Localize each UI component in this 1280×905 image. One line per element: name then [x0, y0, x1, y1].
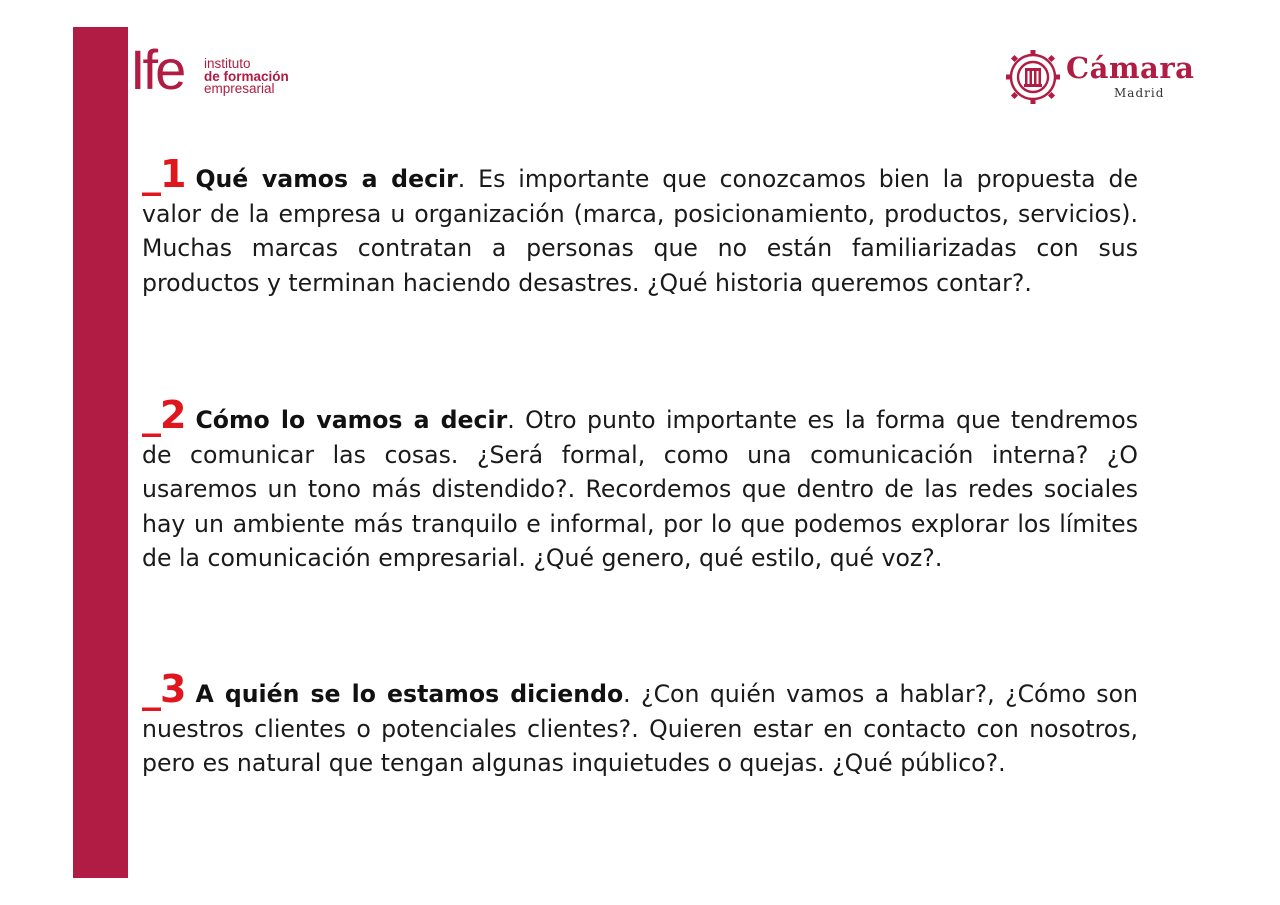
section-3-body: . ¿Con quién vamos a hablar?, ¿Cómo son nuestros clientes o potenciales clientes?. Quieren estar en contacto con nosotros, pero es natural que tengan algunas inquietudes o quejas. ¿Qué público?. — [142, 680, 1138, 778]
section-1-title: Qué vamos a decir — [195, 165, 458, 193]
section-1-body: . Es importante que conozcamos bien la propuesta de valor de la empresa u organización (marca, posicionamiento, productos, servicios). Muchas marcas contratan a personas que no están familiarizadas con sus productos y terminan haciendo desastres. ¿Qué historia queremos contar?. — [142, 165, 1138, 297]
section-2-number: _2 — [142, 393, 186, 437]
section-3-number: _3 — [142, 667, 186, 711]
section-2-body: . Otro punto importante es la forma que tendremos de comunicar las cosas. ¿Será formal, como una comunicación interna? ¿O usaremos un tono más distendido?. Recordemos que dentro de las redes sociales hay un ambiente más tranquilo e informal, por lo que podemos explorar los límites de la comunicación empresarial. ¿Qué genero, qué estilo, qué voz?. — [142, 406, 1138, 573]
ife-logo-line-1: instituto — [204, 56, 251, 71]
ife-logo-line-2: de formación — [204, 68, 289, 84]
ife-logo-text — [204, 58, 289, 96]
section-2 — [142, 393, 1138, 576]
section-2-title: Cómo lo vamos a decir — [195, 406, 508, 434]
ife-logo-mark: Ife — [130, 38, 184, 101]
section-3-paragraph — [142, 667, 1138, 781]
camara-madrid-logo — [1004, 48, 1199, 108]
section-1-paragraph — [142, 152, 1138, 300]
camara-seal-icon — [1004, 48, 1062, 106]
camara-logo-name: Cámara — [1066, 51, 1195, 85]
section-3 — [142, 667, 1138, 781]
sidebar-accent-bar — [73, 27, 128, 878]
section-2-paragraph — [142, 393, 1138, 576]
section-1 — [142, 152, 1138, 300]
section-3-title: A quién se lo estamos diciendo — [195, 680, 624, 708]
ife-logo-line-3: empresarial — [204, 81, 275, 96]
section-1-number: _1 — [142, 152, 186, 196]
camara-logo-city: Madrid — [1114, 86, 1165, 100]
